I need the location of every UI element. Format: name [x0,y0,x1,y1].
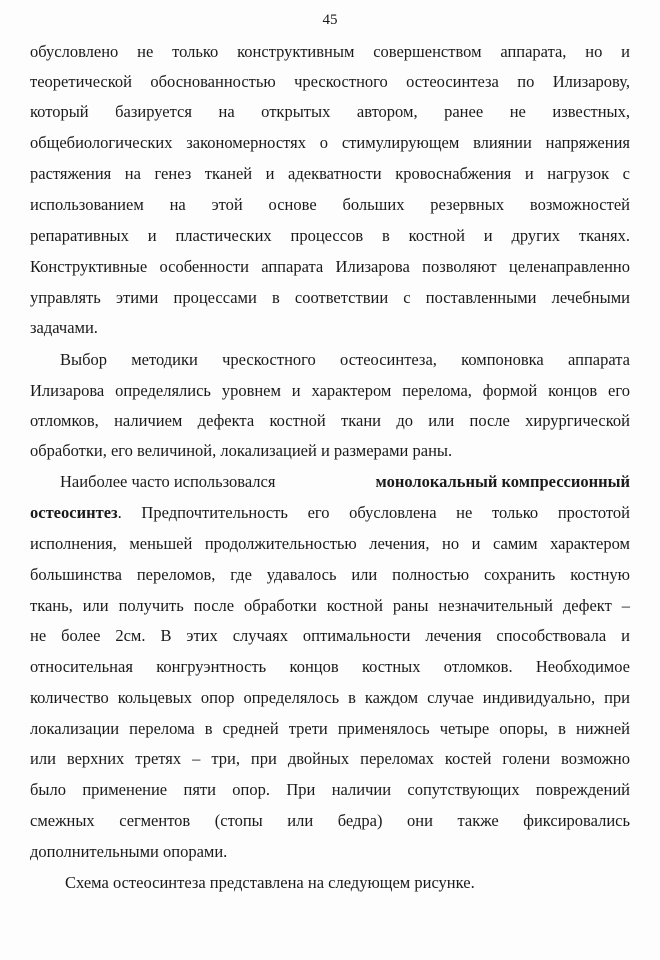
text-line: дополнительными опорами. [30,842,228,861]
page-number: 45 [322,12,338,28]
text-line: отломков, наличием дефекта костной ткани до или после хирургической [30,411,630,430]
text-line: ткань, или получить после обработки костной раны незначительный дефект – [30,596,630,615]
text-line: количество кольцевых опор определялось в каждом случае индивидуально, при [30,688,630,707]
text-line: не более 2см. В этих случаях оптимальности лечения способствовала и [30,626,630,645]
text-line: теоретической обоснованностью чрескостного остеосинтеза по Илизарову, [30,72,630,91]
text-line: смежных сегментов (стопы или бедра) они также фиксировались [30,811,630,830]
text-line: обусловлено не только конструктивным совершенством аппарата, но и [30,42,630,61]
text-line: общебиологических закономерностях о стимулирующем влиянии напряжения [30,133,630,152]
paragraph-first-line: Схема остеосинтеза представлена на следующем рисунке. [65,873,475,892]
text-line: обработки, его величиной, локализацией и размерами раны. [30,441,453,460]
text-line: исполнения, меньшей продолжительностью лечения, но и самим характером [30,534,630,553]
paragraph-first-line [60,472,630,492]
text-line: Илизарова определялись уровнем и характером перелома, формой концов его [30,381,630,400]
text-run: . Предпочтительность его обусловлена не только простотой [117,503,630,522]
paragraph-first-line: Выбор методики чрескостного остеосинтеза, компоновка аппарата [60,350,630,369]
text-line: который базируется на открытых автором, ранее не известных, [30,102,630,121]
text-line: локализации перелома в средней трети применялось четыре опоры, в нижней [30,719,630,738]
text-line: или верхних третях – три, при двойных переломах костей голени возможно [30,749,630,768]
text-run: Наиболее часто использовался [60,472,276,491]
bold-term: остеосинтез [30,503,118,522]
text-line: Конструктивные особенности аппарата Илизарова позволяют целенаправленно [30,257,630,276]
text-line: задачами. [30,318,98,337]
text-line [30,503,630,523]
text-line: было применение пяти опор. При наличии сопутствующих повреждений [30,780,630,799]
text-line: репаративных и пластических процессов в костной и других тканях. [30,226,630,245]
text-line: растяжения на генез тканей и адекватности кровоснабжения и нагрузок с [30,164,630,183]
text-line: использованием на этой основе больших резервных возможностей [30,195,630,214]
bold-term: монолокальный компрессионный [375,472,630,491]
text-line: управлять этими процессами в соответствии с поставленными лечебными [30,288,630,307]
text-line: большинства переломов, где удавалось или полностью сохранить костную [30,565,630,584]
text-line: относительная конгруэнтность концов костных отломков. Необходимое [30,657,630,676]
